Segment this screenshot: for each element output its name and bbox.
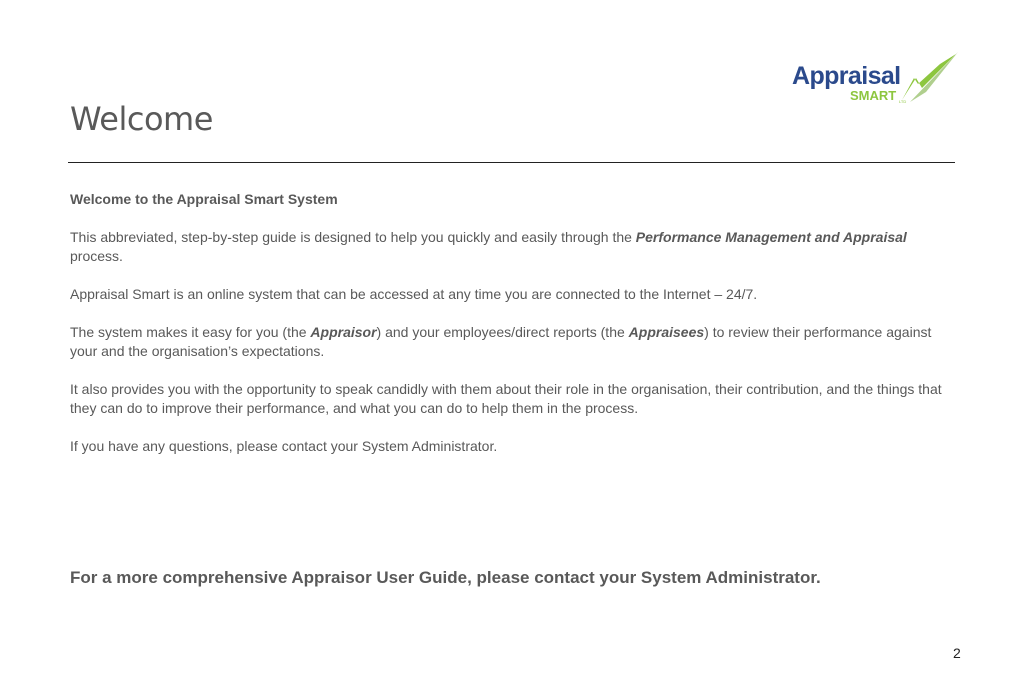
paragraph-roles-appraisees: Appraisees (628, 324, 705, 340)
paragraph-guide-text-2: process. (70, 248, 123, 264)
body-content (70, 190, 950, 475)
logo-graphic (790, 48, 962, 110)
appraisal-smart-logo (790, 48, 962, 110)
paragraph-opportunity: It also provides you with the opportunity to speak candidly with them about their role in the organisation, their contribution, and the things that they can do to improve their performance, and what you can do to help them in the process. (70, 381, 942, 416)
page-title: Welcome (70, 100, 213, 138)
page-number: 2 (953, 645, 961, 661)
paragraph-roles (70, 323, 950, 361)
title-divider (68, 162, 955, 163)
logo-word-appraisal: Appraisal (792, 62, 901, 90)
paragraph-guide-text-1: This abbreviated, step-by-step guide is designed to help you quickly and easily through the (70, 229, 636, 245)
paragraph-roles-text-1: The system makes it easy for you (the (70, 324, 311, 340)
paragraph-roles-appraisor: Appraisor (310, 324, 377, 340)
paragraph-guide-emphasis: Performance Management and Appraisal (635, 229, 907, 245)
intro-heading: Welcome to the Appraisal Smart System (70, 191, 338, 207)
logo-swoosh-icon (910, 52, 958, 102)
paragraph-roles-text-2: ) and your employees/direct reports (the (376, 324, 629, 340)
paragraph-online: Appraisal Smart is an online system that can be accessed at any time you are connected to the Internet – 24/7. (70, 286, 758, 302)
paragraph-roles-text-3: ) to review their performance against your and the organisation’s expectations. (70, 324, 932, 359)
user-guide-note: For a more comprehensive Appraisor User Guide, please contact your System Administrator. (70, 568, 821, 587)
logo-checkmark-icon (902, 54, 956, 100)
paragraph-guide (70, 228, 950, 266)
logo-word-smart: SMART (850, 88, 897, 103)
logo-word-tm: LTD (899, 99, 907, 104)
paragraph-contact: If you have any questions, please contact your System Administrator. (70, 438, 498, 454)
